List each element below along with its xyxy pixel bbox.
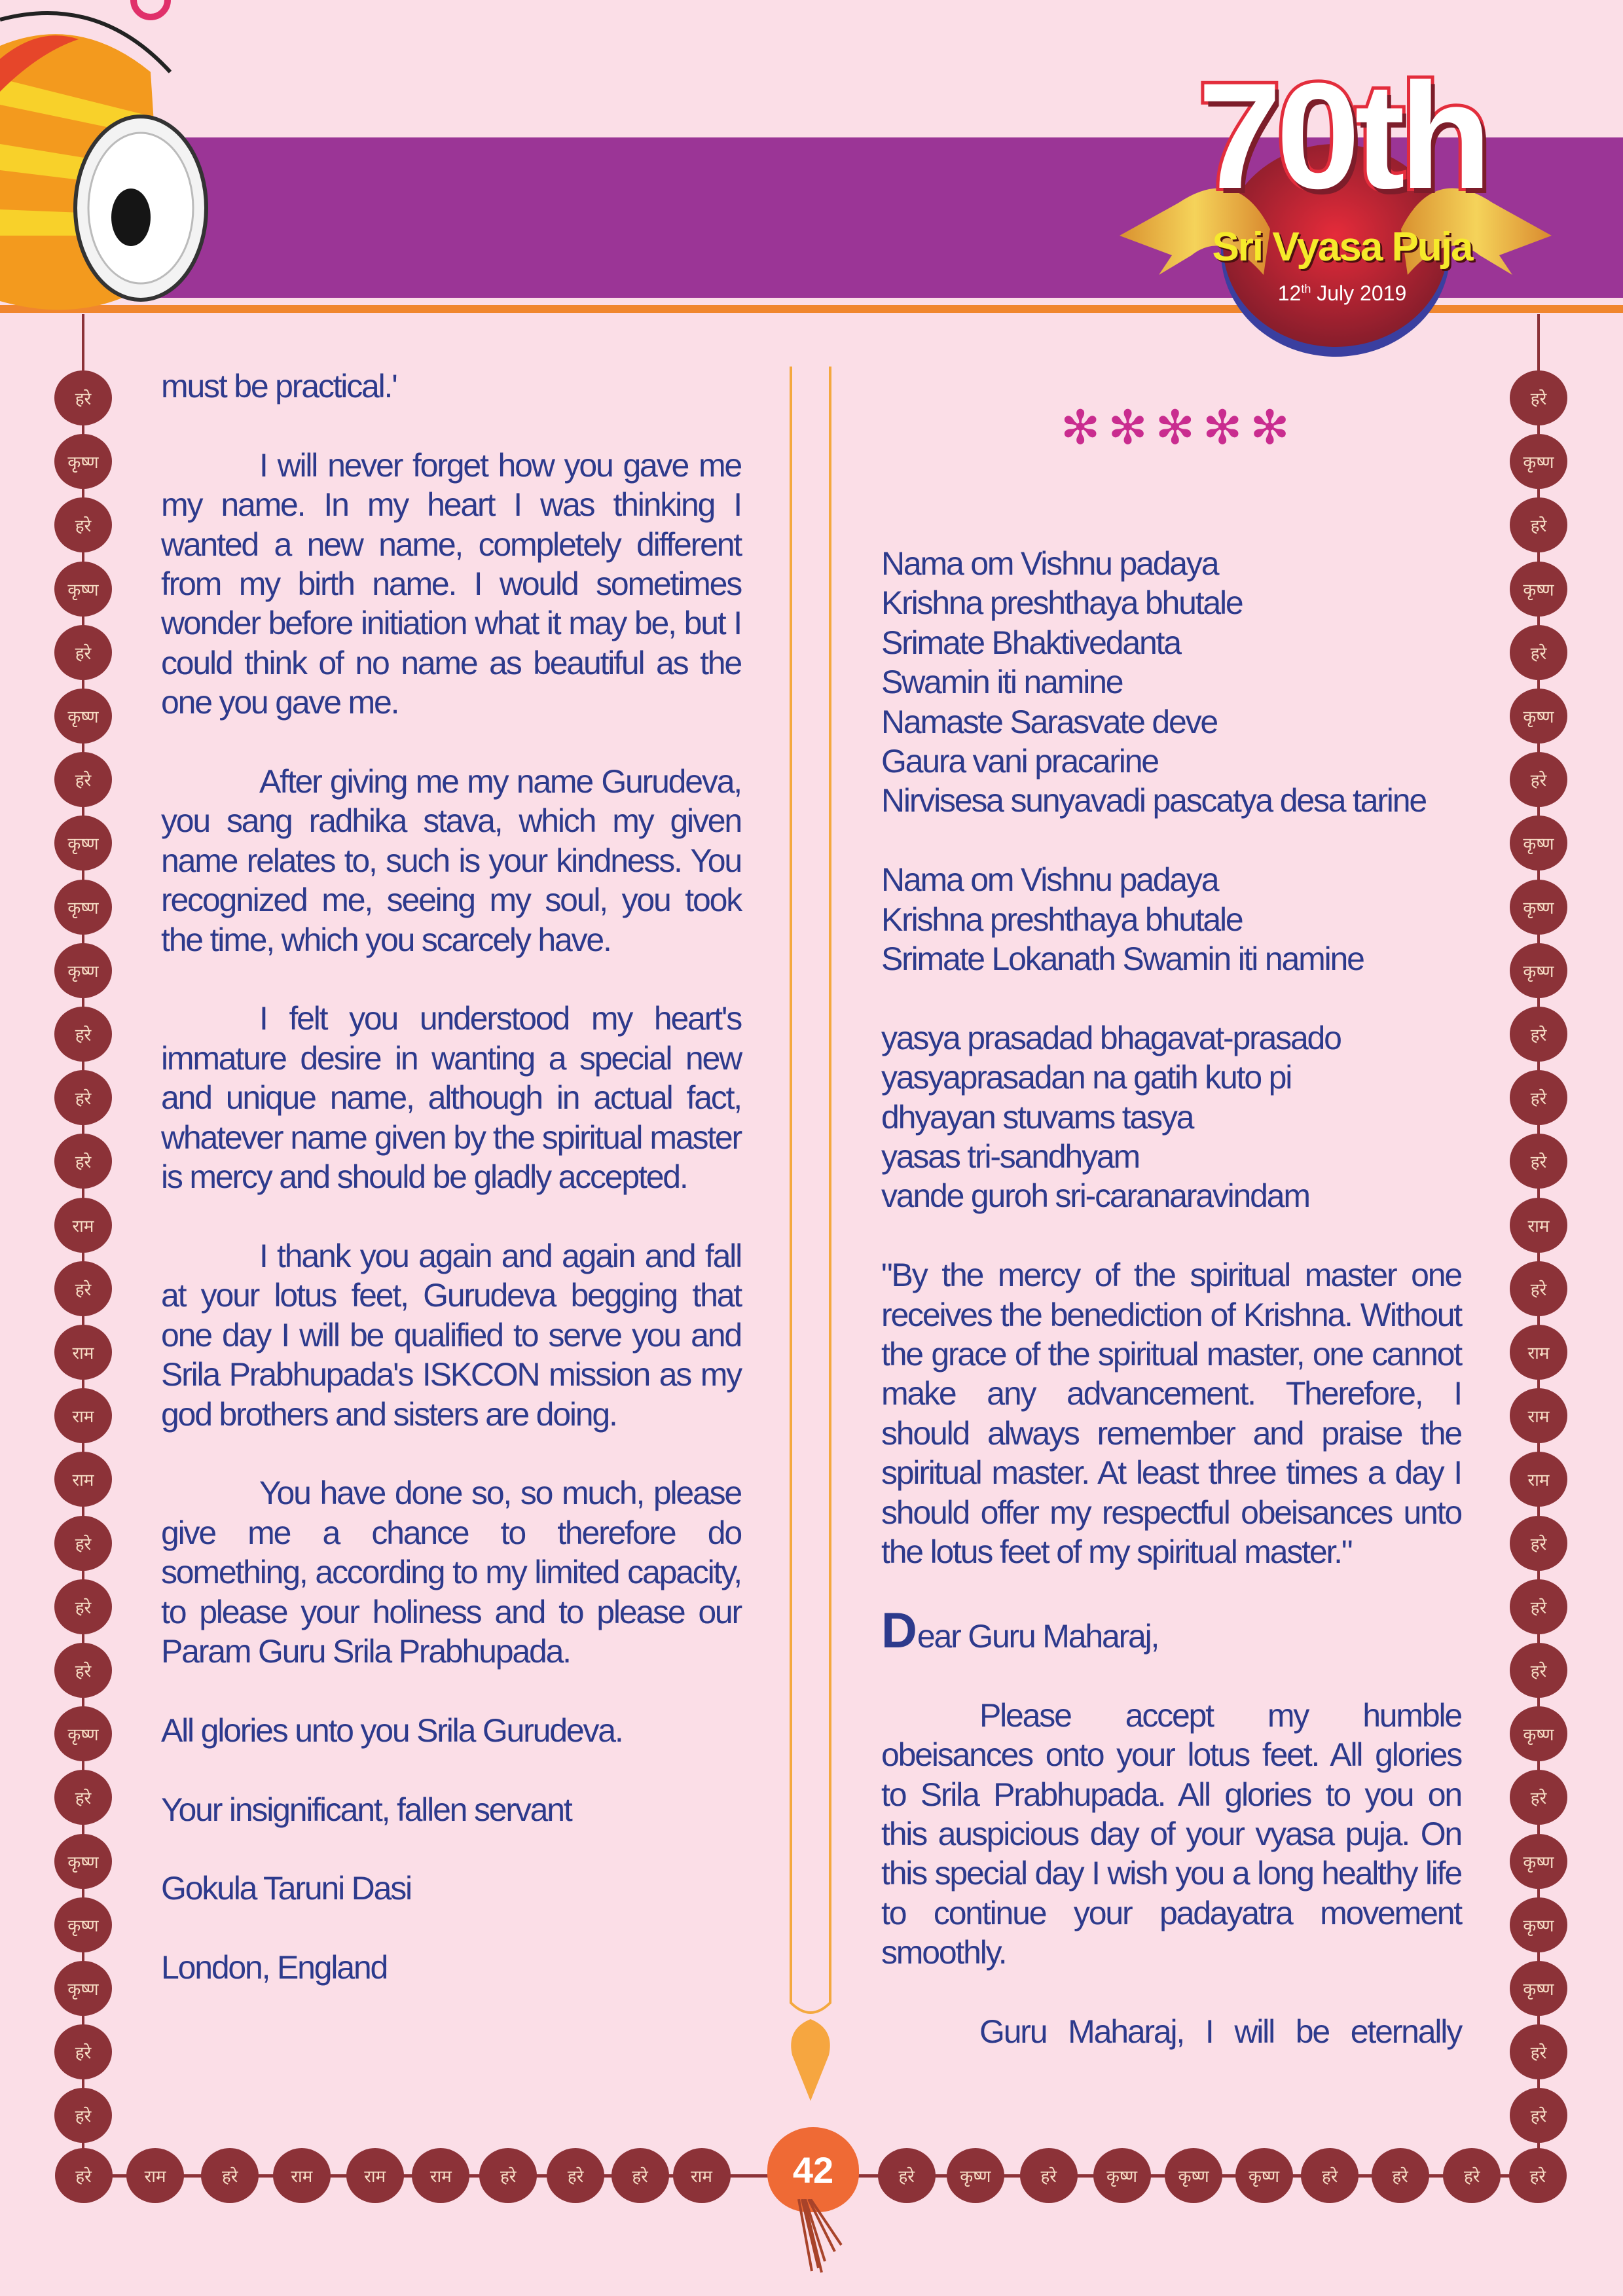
mantra-bead: कृष्ण	[1510, 434, 1567, 489]
mantra-bead: कृष्ण	[1510, 1961, 1567, 2016]
mantra-bead: हरे	[1301, 2148, 1359, 2203]
mantra-bead: हरे	[1510, 752, 1567, 807]
mantra-bead: हरे	[547, 2148, 604, 2203]
mantra-bead: कृष्ण	[54, 880, 112, 935]
mantra-bead: कृष्ण	[1510, 816, 1567, 870]
mantra-bead: हरे	[54, 1261, 112, 1316]
mantra-bead: हरे	[1510, 370, 1567, 425]
mantra-bead: हरे	[54, 752, 112, 807]
verse-line: Srimate Bhaktivedanta	[881, 624, 1180, 661]
mantra-bead: राम	[346, 2148, 404, 2203]
mantra-bead: हरे	[1510, 1134, 1567, 1189]
verse-line: yasas tri-sandhyam	[881, 1138, 1139, 1175]
mantra-bead: हरे	[54, 1579, 112, 1634]
mantra-bead: हरे	[1510, 1261, 1567, 1316]
mantra-bead: राम	[126, 2148, 184, 2203]
paragraph: I thank you again and again and fall at your lotus feet, Gurudeva begging that one day I will be qualified to serve you and Srila Prabhupada's ISKCON mission as my god brothers and sisters are doing.	[161, 1237, 741, 1433]
paragraph: Please accept my humble obeisances onto your lotus feet. All glories to Srila Prabhupada. All glories to you on this auspicious day of your vyasa puja. On this special day I wish you a long healthy life to continue your padayatra movement smoothly.	[881, 1696, 1461, 1971]
verse-pranama-1	[881, 544, 1461, 821]
mantra-bead: कृष्ण	[54, 1706, 112, 1761]
mantra-bead: हरे	[611, 2148, 669, 2203]
salutation: Dear Guru Maharaj,	[881, 1602, 1159, 1659]
mantra-bead: हरे	[1509, 2148, 1567, 2203]
mantra-bead: राम	[54, 1452, 112, 1507]
verse-line: Srimate Lokanath Swamin iti namine	[881, 941, 1364, 978]
paragraph: You have done so, so much, please give me a chance to therefore do something, according to my limited capacity, to please your holiness and to please our Param Guru Srila Prabhupada.	[161, 1475, 741, 1670]
mantra-bead: राम	[273, 2148, 331, 2203]
mridanga-drum-illustration	[0, 0, 223, 327]
mantra-bead: कृष्ण	[1510, 943, 1567, 998]
mantra-bead: कृष्ण	[54, 816, 112, 870]
mantra-bead: कृष्ण	[54, 943, 112, 998]
verse-line: Krishna preshthaya bhutale	[881, 584, 1243, 622]
tassel-icon	[773, 2199, 864, 2278]
mantra-bead: हरे	[201, 2148, 259, 2203]
mantra-bead: हरे	[1510, 2024, 1567, 2079]
continued-line: Guru Maharaj, I will be eternally	[979, 2013, 1461, 2050]
paragraph: I will never forget how you gave me my name. In my heart I was thinking I wanted a new name, completely different from my birth name. I would sometimes wonder before initiation what it may be, but I could think of no name as beautiful as the one you gave me.	[161, 446, 741, 721]
mantra-bead: हरे	[54, 1770, 112, 1825]
mantra-bead: कृष्ण	[54, 434, 112, 489]
verse-line: Namaste Sarasvate deve	[881, 703, 1218, 740]
verse-translation: "By the mercy of the spiritual master one receives the benediction of Krishna. Without the grace of the spiritual master, one cannot make any advancement. Therefore, I should always remember and praise the spiritual master. At least three times a day I should offer my respectful obeisances unto the lotus feet of my spiritual master."	[881, 1257, 1461, 1571]
left-column	[161, 367, 741, 2027]
mantra-bead: हरे	[54, 1516, 112, 1571]
mantra-bead: कृष्ण	[1510, 880, 1567, 935]
mantra-bead: हरे	[55, 2148, 113, 2203]
mantra-bead: हरे	[54, 1643, 112, 1698]
mantra-bead: हरे	[1510, 1579, 1567, 1634]
mantra-bead: कृष्ण	[1235, 2148, 1293, 2203]
mantra-bead: कृष्ण	[1510, 562, 1567, 617]
verse-line: Swamin iti namine	[881, 664, 1123, 701]
mantra-bead: कृष्ण	[1510, 689, 1567, 744]
mantra-bead: हरे	[1510, 497, 1567, 552]
mantra-bead: हरे	[1510, 1516, 1567, 1571]
verse-line: Nama om Vishnu padaya	[881, 545, 1218, 582]
paragraph: After giving me my name Gurudeva, you sang radhika stava, which my given name relates to, such is your kindness. You recognized me, seeing my soul, you took the time, which you scarcely have.	[161, 763, 741, 958]
anniversary-badge	[1106, 52, 1578, 373]
mantra-bead: राम	[1510, 1198, 1567, 1253]
mantra-bead: राम	[1510, 1388, 1567, 1443]
mantra-bead: हरे	[878, 2148, 936, 2203]
signature-location: London, England	[161, 1949, 388, 1986]
paragraph: must be practical.'	[161, 368, 397, 404]
verse-line: dhyayan stuvams tasya	[881, 1098, 1194, 1136]
verse-pranama-2	[881, 860, 1461, 978]
closing-line: All glories unto you Srila Gurudeva.	[161, 1712, 623, 1749]
mantra-bead: हरे	[1510, 1770, 1567, 1825]
mantra-bead: कृष्ण	[54, 1834, 112, 1889]
mantra-bead: हरे	[54, 625, 112, 680]
mantra-bead: हरे	[54, 497, 112, 552]
verse-line: Nama om Vishnu padaya	[881, 861, 1218, 899]
mantra-bead: हरे	[54, 1070, 112, 1125]
mantra-bead: राम	[54, 1388, 112, 1443]
mantra-bead: हरे	[479, 2148, 537, 2203]
mantra-bead: हरे	[54, 1134, 112, 1189]
mantra-bead: हरे	[54, 2024, 112, 2079]
mantra-bead: कृष्ण	[947, 2148, 1004, 2203]
mantra-bead: कृष्ण	[1510, 1834, 1567, 1889]
page-number: 42	[767, 2127, 859, 2212]
verse-line: vande guroh sri-caranaravindam	[881, 1177, 1309, 1215]
mantra-bead: हरे	[54, 2088, 112, 2143]
mantra-bead: कृष्ण	[54, 1961, 112, 2016]
mantra-bead: हरे	[1510, 1070, 1567, 1125]
mantra-bead: राम	[1510, 1452, 1567, 1507]
mantra-bead: हरे	[1020, 2148, 1078, 2203]
right-column	[881, 544, 1461, 2091]
mantra-bead: राम	[54, 1198, 112, 1253]
badge-number: 70th	[1197, 52, 1487, 220]
mantra-bead: कृष्ण	[1165, 2148, 1222, 2203]
mantra-bead: राम	[54, 1325, 112, 1380]
mantra-bead: कृष्ण	[1510, 1706, 1567, 1761]
mantra-bead: हरे	[1510, 2088, 1567, 2143]
verse-line: yasya prasadad bhagavat-prasado	[881, 1019, 1341, 1056]
mantra-bead: कृष्ण	[1093, 2148, 1151, 2203]
mantra-bead: हरे	[54, 1007, 112, 1062]
mantra-bead: कृष्ण	[1510, 1897, 1567, 1952]
mantra-bead: राम	[1510, 1325, 1567, 1380]
mantra-bead: हरे	[1372, 2148, 1429, 2203]
paragraph: I felt you understood my heart's immature desire in wanting a special new and unique name, although in actual fact, whatever name given by the spiritual master is mercy and should be gladly accepted.	[161, 1000, 741, 1196]
verse-line: Krishna preshthaya bhutale	[881, 901, 1243, 938]
mantra-bead: हरे	[1510, 1643, 1567, 1698]
closing-line: Your insignificant, fallen servant	[161, 1791, 572, 1828]
badge-title: Sri Vyasa Puja	[1212, 224, 1472, 270]
verse-line: Nirvisesa sunyavadi pascatya desa tarine	[881, 782, 1426, 819]
mantra-bead: राम	[673, 2148, 731, 2203]
mantra-bead: हरे	[1443, 2148, 1501, 2203]
mantra-bead: कृष्ण	[54, 1897, 112, 1952]
verse-guru-prayer	[881, 1018, 1461, 1216]
mantra-bead: हरे	[1510, 625, 1567, 680]
verse-line: Gaura vani pracarine	[881, 743, 1158, 780]
signature-name: Gokula Taruni Dasi	[161, 1870, 411, 1907]
mantra-bead: राम	[412, 2148, 469, 2203]
badge-date: 12th July 2019	[1277, 281, 1407, 305]
mantra-bead: कृष्ण	[54, 689, 112, 744]
mantra-bead: हरे	[54, 370, 112, 425]
flower-separator: ✻✻✻✻✻	[1061, 402, 1298, 454]
verse-line: yasyaprasadan na gatih kuto pi	[881, 1059, 1292, 1096]
mantra-bead: कृष्ण	[54, 562, 112, 617]
mantra-bead: हरे	[1510, 1007, 1567, 1062]
